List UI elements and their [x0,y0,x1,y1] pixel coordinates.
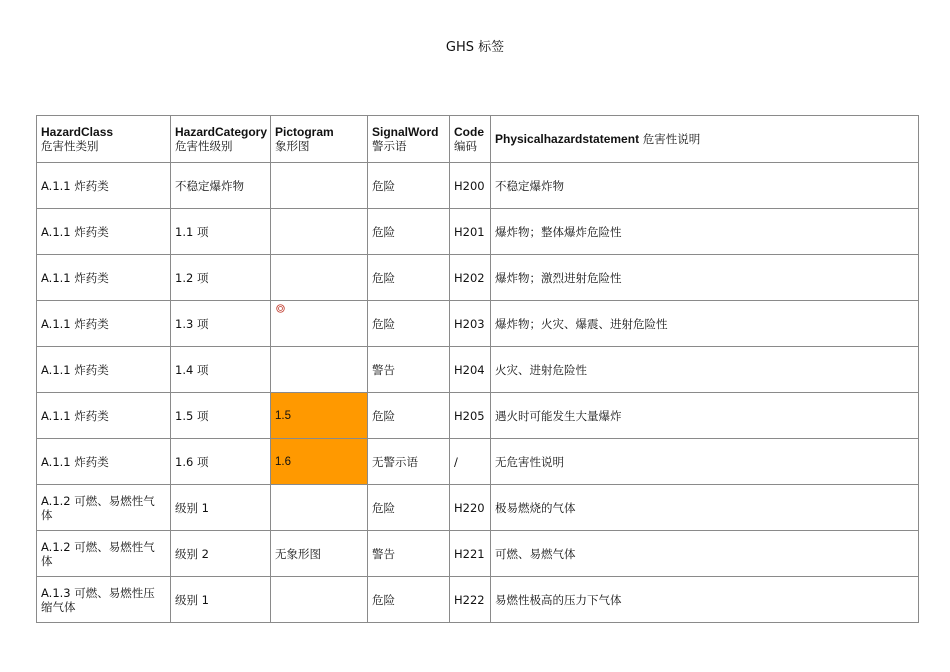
cell-code: H203 [450,301,491,347]
cell-statement: 可燃、易燃气体 [491,531,919,577]
cell-signal-word: 无警示语 [368,439,450,485]
cell-hazard-class: A.1.1 炸药类 [37,255,171,301]
table-row [37,301,919,347]
cell-signal-word: 危险 [368,209,450,255]
table-header-row [37,116,919,163]
cell-pictogram [271,255,368,301]
cell-hazard-category: 1.4 项 [171,347,271,393]
cell-signal-word: 警告 [368,531,450,577]
cell-statement: 爆炸物；整体爆炸危险性 [491,209,919,255]
cell-statement: 易燃性极高的压力下气体 [491,577,919,623]
cell-code: H220 [450,485,491,531]
cell-signal-word: 危险 [368,577,450,623]
cell-statement: 极易燃烧的气体 [491,485,919,531]
cell-pictogram [271,209,368,255]
cell-hazard-category: 1.5 项 [171,393,271,439]
cell-pictogram: 无象形图 [271,531,368,577]
cell-hazard-category: 不稳定爆炸物 [171,163,271,209]
cell-code: H204 [450,347,491,393]
table-row [37,255,919,301]
table-row [37,209,919,255]
cell-pictogram [271,163,368,209]
cell-statement: 爆炸物；激烈进射危险性 [491,255,919,301]
table-row [37,439,919,485]
cell-statement: 火灾、进射危险性 [491,347,919,393]
ghs-table [36,115,919,623]
cell-pictogram: 1.5 [271,393,368,439]
table-row [37,531,919,577]
page-title: GHS 标签 [445,40,505,55]
cell-hazard-class: A.1.1 炸药类 [37,209,171,255]
cell-hazard-category: 级别 1 [171,485,271,531]
header-signal-word: SignalWord 警示语 [368,116,450,163]
bullseye-icon [276,304,285,313]
cell-hazard-category: 1.1 项 [171,209,271,255]
table-row [37,347,919,393]
cell-statement: 不稳定爆炸物 [491,163,919,209]
table-row [37,577,919,623]
cell-signal-word: 危险 [368,255,450,301]
cell-code: H205 [450,393,491,439]
header-pictogram: Pictogram 象形图 [271,116,368,163]
header-hazard-class: HazardClass 危害性类别 [37,116,171,163]
cell-hazard-class: A.1.1 炸药类 [37,301,171,347]
cell-code: H222 [450,577,491,623]
cell-hazard-class: A.1.1 炸药类 [37,347,171,393]
cell-code: H221 [450,531,491,577]
cell-signal-word: 危险 [368,485,450,531]
cell-statement: 无危害性说明 [491,439,919,485]
cell-hazard-category: 1.6 项 [171,439,271,485]
cell-hazard-class: A.1.1 炸药类 [37,393,171,439]
cell-signal-word: 危险 [368,163,450,209]
header-statement: Physicalhazardstatement 危害性说明 [491,116,919,163]
header-code: Code 编码 [450,116,491,163]
table-row [37,393,919,439]
table-row [37,485,919,531]
cell-hazard-category: 级别 1 [171,577,271,623]
cell-pictogram [271,301,368,347]
cell-code: H200 [450,163,491,209]
cell-signal-word: 警告 [368,347,450,393]
cell-pictogram: 1.6 [271,439,368,485]
table-row [37,163,919,209]
cell-hazard-class: A.1.3 可燃、易燃性压缩气体 [37,577,171,623]
cell-hazard-category: 1.2 项 [171,255,271,301]
cell-statement: 遇火时可能发生大量爆炸 [491,393,919,439]
cell-code: / [450,439,491,485]
cell-pictogram [271,485,368,531]
cell-hazard-class: A.1.2 可燃、易燃性气体 [37,485,171,531]
cell-code: H202 [450,255,491,301]
cell-code: H201 [450,209,491,255]
cell-hazard-class: A.1.1 炸药类 [37,439,171,485]
cell-hazard-class: A.1.1 炸药类 [37,163,171,209]
cell-hazard-category: 级别 2 [171,531,271,577]
cell-pictogram [271,347,368,393]
cell-hazard-category: 1.3 项 [171,301,271,347]
cell-signal-word: 危险 [368,301,450,347]
header-hazard-category: HazardCategory 危害性级别 [171,116,271,163]
cell-signal-word: 危险 [368,393,450,439]
cell-hazard-class: A.1.2 可燃、易燃性气体 [37,531,171,577]
cell-pictogram [271,577,368,623]
cell-statement: 爆炸物；火灾、爆震、进射危险性 [491,301,919,347]
